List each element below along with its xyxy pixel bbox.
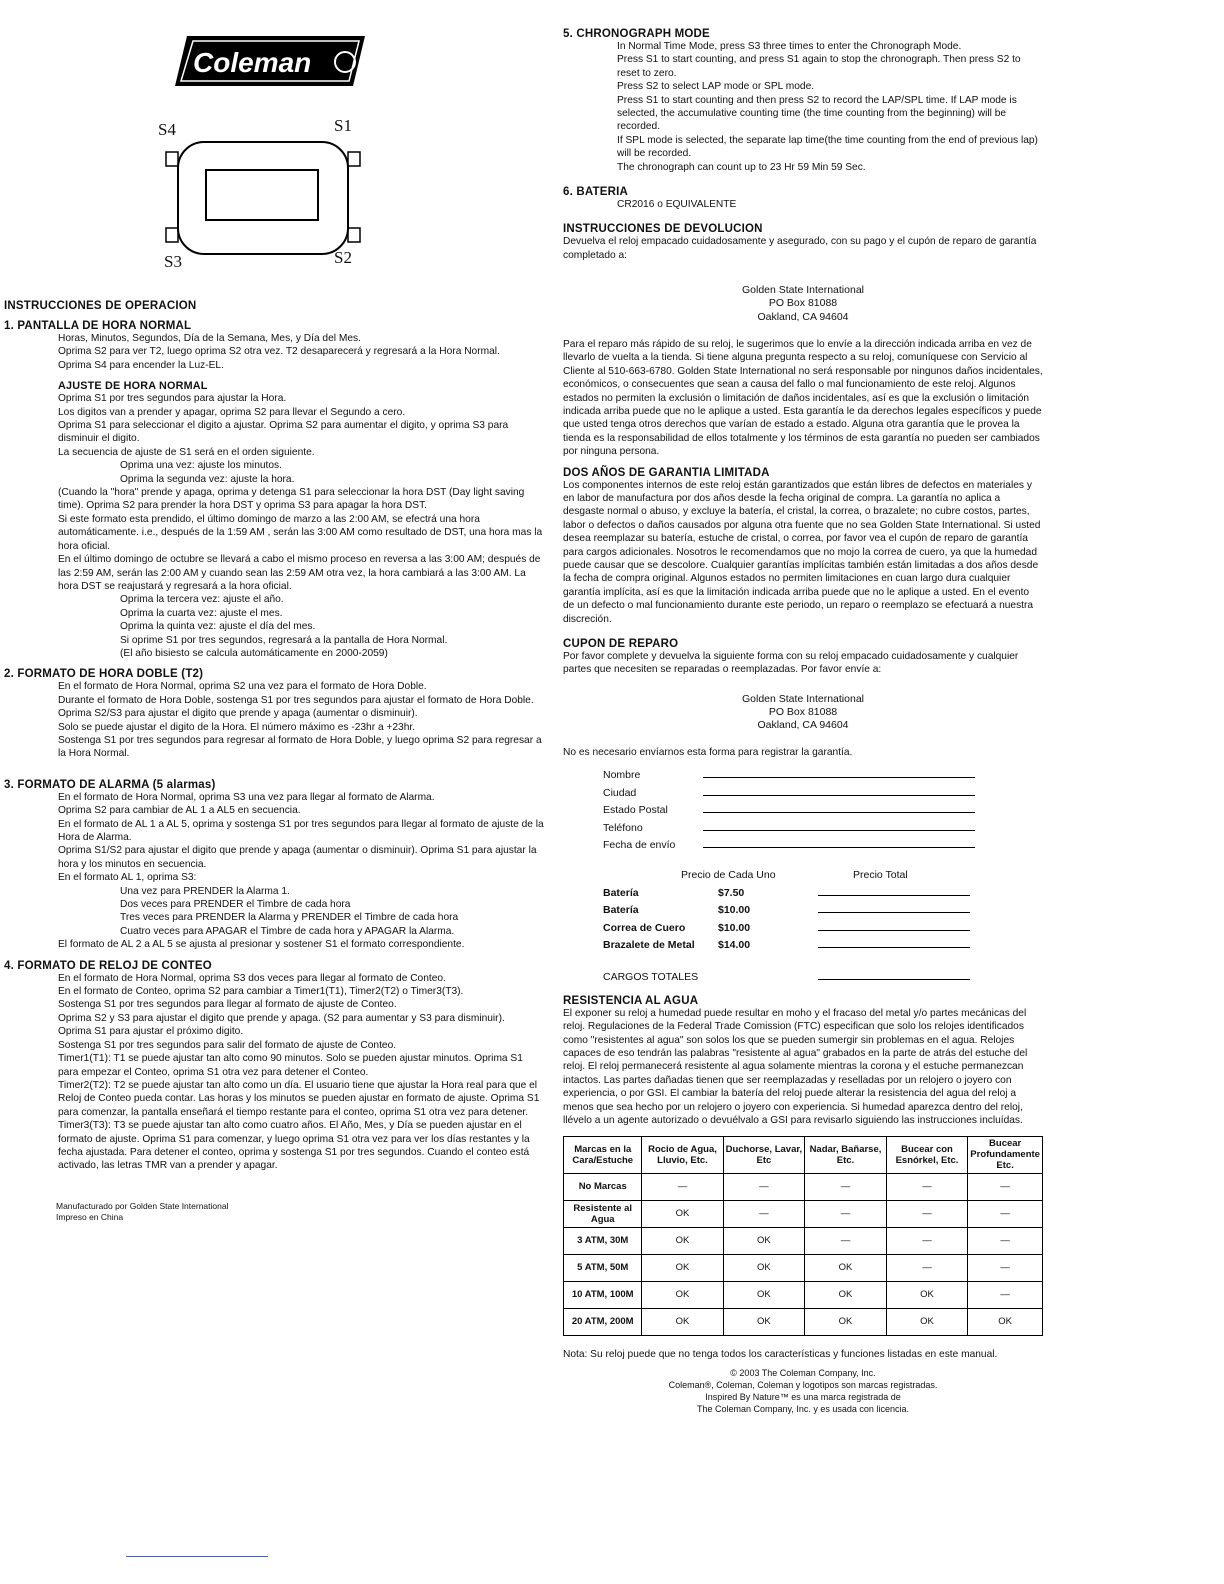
table-cell: 20 ATM, 200M — [564, 1308, 642, 1335]
copyright-line: Coleman®, Coleman, Coleman y logotipos son marcas registradas. — [668, 1379, 938, 1390]
table-cell: OK — [805, 1308, 886, 1335]
battery-text: CR2016 o EQUIVALENTE — [617, 199, 737, 211]
paragraph: Timer2(T2): T2 se puede ajustar tan alto como un día. El usuario tiene que ajustar la Hora real para que el Reloj de Conteo pueda contar. Las horas y los minutos se pueden ajustar en formato de ajuste. Oprima S1 para comenzar, la pantalla enseñará el tiempo restante para el conteo, oprima S1 otra vez para detener. — [58, 1079, 540, 1118]
paragraph: En el formato de Conteo, oprima S2 para cambiar a Timer1(T1), Timer2(T2) o Timer3(T3). — [58, 986, 464, 998]
paragraph: En el formato de Hora Normal, oprima S3 dos veces para llegar al formato de Conteo. — [58, 972, 446, 984]
paragraph: Solo se puede ajustar el digito de la Hora. El número máximo es -23hr a +23hr. — [58, 721, 416, 733]
table-cell: — — [723, 1173, 805, 1200]
logo-text: Coleman — [193, 47, 312, 78]
coupon-paragraph: Por favor complete y devuelva la siguiente forma con su reloj empacado cuidadosamente y cualquier partes que necesiten se reparadas o reemplazadas. Por favor envíe a: — [563, 651, 1019, 676]
section3-title: 3. FORMATO DE ALARMA (5 alarmas) — [4, 778, 216, 791]
table-cell: — — [886, 1227, 968, 1254]
manufacturer-text: Manufacturado por Golden State International — [56, 1200, 229, 1211]
table-row — [564, 1254, 1043, 1281]
form-row-date — [563, 834, 1043, 852]
paragraph: Dos veces para PRENDER el Timbre de cada hora — [120, 899, 351, 911]
price-header-unit: Precio de Cada Uno — [681, 869, 776, 882]
no-need-text: No es necesario envíarnos esta forma para registrar la garantía. — [563, 747, 853, 759]
paragraph: En el formato de AL 1 a AL 5, oprima y sostenga S1 por tres segundos para llegar al formato de ajuste de la Hora de Alarma. — [58, 818, 544, 843]
section2-title: 2. FORMATO DE HORA DOBLE (T2) — [4, 668, 204, 681]
operation-title: INSTRUCCIONES DE OPERACION — [4, 300, 197, 312]
right-column — [563, 28, 1043, 1415]
state-field[interactable] — [703, 812, 975, 813]
paragraph: Oprima S1 para ajustar el próximo digito. — [58, 1026, 244, 1038]
paragraph: Durante el formato de Hora Doble, sostenga S1 por tres segundos para ajustar el formato de Hora Doble. — [58, 694, 534, 706]
paragraph: Press S1 to start counting, and press S1 again to stop the chronograph. Then press S2 to reset to zero. — [617, 54, 1021, 79]
paragraph: Press S1 to start counting and then press S2 to record the LAP/SPL time. If LAP mode is selected, the accumulative counting time (the time counting from the beginning) will be recorded. — [617, 94, 1017, 133]
price-item: Batería — [603, 904, 639, 917]
paragraph: Oprima S2 y S3 para ajustar el digito que prende y apaga. (S2 para aumentar y S3 para disminuir). — [58, 1012, 505, 1024]
paragraph: Oprima la quinta vez: ajuste el día del mes. — [120, 621, 316, 633]
address-1 — [563, 284, 1043, 324]
paragraph: If SPL mode is selected, the separate lap time(the time counting from the end of previous lap) will be recorded. — [617, 134, 1038, 160]
table-cell: — — [886, 1173, 968, 1200]
label-s4: S4 — [158, 120, 176, 139]
price-row — [563, 934, 1043, 952]
paragraph: Oprima S4 para encender la Luz-EL. — [58, 359, 224, 371]
table-header: Rocio de Agua, Lluvio, Etc. — [642, 1136, 723, 1173]
adjust-sequence-2 — [4, 593, 544, 660]
section4-title: 4. FORMATO DE RELOJ DE CONTEO — [4, 959, 212, 972]
table-cell: OK — [805, 1281, 886, 1308]
table-cell: OK — [642, 1308, 723, 1335]
table-row — [564, 1200, 1043, 1227]
paragraph: Oprima S1 para seleccionar el digito a ajustar. Oprima S2 para aumentar el digito, y oprima S3 para disminuir el digito. — [58, 420, 509, 445]
footer-link-line[interactable] — [126, 1556, 268, 1557]
price-value: $14.00 — [718, 939, 751, 952]
table-header-row — [564, 1136, 1043, 1173]
table-cell: — — [968, 1200, 1043, 1227]
table-cell: OK — [642, 1281, 723, 1308]
table-cell: OK — [886, 1281, 968, 1308]
form-label: Teléfono — [603, 821, 643, 834]
paragraph: Oprima S1 por tres segundos para ajustar la Hora. — [58, 393, 287, 405]
table-header: Bucear Profundamente Etc. — [968, 1136, 1043, 1173]
price-row — [563, 881, 1043, 899]
label-s3: S3 — [164, 252, 182, 271]
paragraph: Oprima S2 para ver T2, luego oprima S2 otra vez. T2 desaparecerá y regresará a la Hora Normal. — [58, 346, 500, 358]
table-cell: — — [805, 1173, 886, 1200]
copyright-line: The Coleman Company, Inc. y es usada con licencia. — [697, 1403, 909, 1414]
section5-title: 5. CHRONOGRAPH MODE — [563, 28, 710, 40]
repair-form — [563, 764, 1043, 852]
table-cell: — — [805, 1227, 886, 1254]
table-cell: OK — [723, 1308, 805, 1335]
table-cell: 3 ATM, 30M — [564, 1227, 642, 1254]
paragraph: Oprima una vez: ajuste los minutos. — [120, 460, 282, 472]
manufacturer-note — [4, 1201, 544, 1223]
coupon-title: CUPON DE REPARO — [563, 638, 679, 651]
paragraph: Oprima S1/S2 para ajustar el digito que prende y apaga (aumentar o disminuir). Oprima S1 para ajustar la hora y los minutos en secuencia. — [58, 845, 537, 870]
table-cell: OK — [642, 1200, 723, 1227]
table-cell: 10 ATM, 100M — [564, 1281, 642, 1308]
paragraph: Sostenga S1 por tres segundos para regresar al formato de Hora Doble, y luego oprima S2 para regresar a la Hora Normal. — [58, 734, 542, 760]
paragraph: Si este formato esta prendido, el último domingo de marzo a las 2:00 AM, se efectrá una hora automáticamente. i.e., después de la 1:59 AM , serán las 3:00 AM como resultado de DST, una hora mas la hora oficial. — [58, 513, 543, 552]
form-label: Nombre — [603, 769, 641, 782]
paragraph: Los digitos van a prender y apagar, oprima S2 para llevar el Segundo a cero. — [58, 406, 406, 418]
section6-body — [563, 198, 1043, 211]
table-cell: 5 ATM, 50M — [564, 1254, 642, 1281]
address-2 — [563, 693, 1043, 733]
paragraph: Oprima S2 para cambiar de AL 1 a AL5 en secuencia. — [58, 805, 301, 817]
section1-body — [4, 332, 544, 372]
paragraph: Oprima la tercera vez: ajuste el año. — [120, 594, 284, 606]
return-title: INSTRUCCIONES DE DEVOLUCION — [563, 223, 763, 236]
table-cell: — — [805, 1200, 886, 1227]
table-cell: — — [968, 1254, 1043, 1281]
copyright-line: Inspired By Nature™ es una marca registrada de — [705, 1391, 901, 1402]
address-line: PO Box 81088 — [768, 297, 838, 310]
price-header — [563, 869, 1043, 881]
paragraph: (El año bisiesto se calcula automáticamente en 2000-2059) — [120, 647, 388, 659]
address-line: Golden State International — [741, 692, 864, 705]
form-row-state — [563, 799, 1043, 817]
watch-diagram — [148, 112, 370, 272]
section6-title: 6. BATERIA — [563, 186, 629, 199]
paragraph: (Cuando la "hora" prende y apaga, oprima y detenga S1 para seleccionar la hora DST (Day light saving time). Oprima S2 para prender la hora DST y oprima S3 para apagar la hora DST. — [58, 487, 525, 512]
table-cell: OK — [723, 1254, 805, 1281]
section3-footer — [4, 938, 544, 951]
price-value: $10.00 — [718, 921, 751, 934]
address-line: Oakland, CA 94604 — [757, 719, 849, 732]
price-row — [563, 899, 1043, 917]
table-cell: OK — [805, 1254, 886, 1281]
printed-text: Impreso en China — [56, 1211, 124, 1222]
form-label: Estado Postal — [603, 804, 668, 817]
adjust-title: AJUSTE DE HORA NORMAL — [58, 380, 208, 393]
table-row — [564, 1173, 1043, 1200]
table-cell: — — [642, 1173, 723, 1200]
address-line: Oakland, CA 94604 — [757, 310, 849, 323]
address-line: Golden State International — [741, 284, 864, 297]
section3-body — [4, 791, 544, 885]
paragraph: Tres veces para PRENDER la Alarma y PRENDER el Timbre de cada hora — [120, 912, 459, 924]
form-row-city — [563, 781, 1043, 799]
paragraph: En el último domingo de octubre se llevará a cabo el mismo proceso en reversa a las 3:00 AM; después de las 2:59 AM, serán las 2:00 AM y cuando sean las 2:59 AM otra vez, la hora cambiará a las 3:00 AM. La hora DST se reajustará y regresará a la hora oficial. — [58, 554, 541, 592]
table-header: Bucear con Esnórkel, Etc. — [886, 1136, 968, 1173]
note-text: Nota: Su reloj puede que no tenga todos los características y funciones listadas en este manual. — [563, 1348, 998, 1360]
total-field[interactable] — [818, 947, 970, 948]
coleman-logo — [173, 32, 368, 90]
water-title: RESISTENCIA AL AGUA — [563, 994, 699, 1007]
form-row-phone — [563, 816, 1043, 834]
adjust-dst — [4, 486, 544, 593]
paragraph: Oprima la cuarta vez: ajuste el mes. — [120, 607, 283, 619]
city-field[interactable] — [703, 795, 975, 796]
total-field[interactable] — [818, 895, 970, 896]
section2-body — [4, 680, 544, 760]
return-paragraph: Para el reparo más rápido de su reloj, le sugerimos que lo envíe a la dirección indicada arriba en vez de llevarlo de vuelta a la tienda. Si tiene alguna pregunta respecto a su reloj, comuníquese con Servicio al Cliente al 510-663-6780. Golden State International no será responsable por ningunos daños incidentales, económicos, o consecuentes que sean a causa del fallo o mal funcionamiento de este reloj. Algunos estados no permiten la exclusión o limitación de daños incidentales, así es que la exclusión o limitación indicada arriba puede que no le aplique a usted. Esta garantía le da derechos legales específicos y puede que usted tenga otros derechos que varían de estado a estado. Alguna otra garantía que le provea la tienda es la responsabilidad de ellos totalmente y los términos de esta garantía no pueden ser cambiados por ninguna persona. — [563, 338, 1043, 458]
table-cell: — — [968, 1173, 1043, 1200]
table-header: Marcas en la Cara/Estuche — [564, 1136, 642, 1173]
table-cell: OK — [723, 1281, 805, 1308]
section1-title: 1. PANTALLA DE HORA NORMAL — [4, 320, 192, 332]
table-cell: — — [968, 1227, 1043, 1254]
paragraph: Si oprime S1 por tres segundos, regresará a la pantalla de Hora Normal. — [120, 634, 448, 646]
price-item: Batería — [603, 886, 639, 899]
table-cell: — — [968, 1281, 1043, 1308]
paragraph: The chronograph can count up to 23 Hr 59 Min 59 Sec. — [617, 161, 866, 173]
price-item: Brazalete de Metal — [603, 939, 695, 952]
paragraph: Horas, Minutos, Segundos, Día de la Semana, Mes, y Día del Mes. — [58, 333, 361, 344]
paragraph: Timer1(T1): T1 se puede ajustar tan alto como 90 minutos. Solo se pueden ajustar minutos. Oprima S1 para empezar el Conteo, oprima S1 otra vez para detener el Conteo. — [58, 1053, 523, 1078]
adjust-sequence-1 — [4, 459, 544, 486]
table-header: Duchorse, Lavar, Etc — [723, 1136, 805, 1173]
adjust-section — [4, 380, 544, 459]
total-row — [563, 965, 1043, 983]
table-cell: No Marcas — [564, 1173, 642, 1200]
address-line: PO Box 81088 — [768, 706, 838, 719]
table-row — [564, 1308, 1043, 1335]
price-list — [563, 881, 1043, 951]
paragraph: Oprima S2/S3 para ajustar el digito que prende y apaga (aumentar o disminuir). — [58, 708, 418, 720]
table-row — [564, 1281, 1043, 1308]
date-field[interactable] — [703, 847, 975, 848]
form-label: Ciudad — [603, 786, 637, 799]
paragraph: En el formato de Hora Normal, oprima S2 una vez para el formato de Hora Doble. — [58, 681, 427, 693]
left-column — [4, 300, 544, 1223]
price-item: Correa de Cuero — [603, 921, 686, 934]
table-cell: OK — [642, 1227, 723, 1254]
table-cell: — — [886, 1254, 968, 1281]
section5-body — [563, 40, 1043, 174]
water-resistance-table — [563, 1136, 1043, 1336]
return-text: Devuelva el reloj empacado cuidadosamente y asegurado, con su pago y el cupón de reparo de garantía completado a: — [563, 236, 1037, 261]
paragraph: Sostenga S1 por tres segundos para salir del formato de ajuste de Conteo. — [58, 1039, 397, 1051]
paragraph: Cuatro veces para APAGAR el Timbre de cada hora y APAGAR la Alarma. — [120, 925, 455, 937]
copyright-block — [563, 1367, 1043, 1415]
paragraph: Press S2 to select LAP mode or SPL mode. — [617, 81, 815, 93]
paragraph: En el formato AL 1, oprima S3: — [58, 872, 197, 884]
paragraph: En el formato de Hora Normal, oprima S3 una vez para llegar al formato de Alarma. — [58, 791, 435, 803]
paragraph: La secuencia de ajuste de S1 será en el orden siguiente. — [58, 446, 315, 458]
warranty-title: DOS AÑOS DE GARANTIA LIMITADA — [563, 466, 770, 479]
paragraph: In Normal Time Mode, press S3 three times to enter the Chronograph Mode. — [617, 41, 962, 52]
copyright-line: © 2003 The Coleman Company, Inc. — [730, 1367, 876, 1378]
price-value: $10.00 — [718, 904, 751, 917]
label-s1: S1 — [334, 116, 352, 135]
grand-total-field[interactable] — [818, 979, 970, 980]
paragraph: El formato de AL 2 a AL 5 se ajusta al presionar y sostener S1 el formato correspondiente. — [58, 939, 465, 951]
price-header-total: Precio Total — [853, 869, 908, 882]
table-cell: OK — [642, 1254, 723, 1281]
water-paragraph: El exponer su reloj a humedad puede resultar en moho y el fracaso del metal y/o partes mecánicas del reloj. Regulaciones de la Federal Trade Comission (FTC) especifican que solo los relojes identificados como "resistentes al agua" son solos los que se pueden sumergir sin problemas en el agua. Relojes capaces de eso tendrán las palabras "resistente al agua" grabados en la parte de atrás del estuche del reloj. El reloj permanecerá resistente al agua solamente mientras la corona y el estuche permanezcan intactos. Las partes dañadas tienen que ser reemplazadas y reselladas por un relojero o joyero con experiencia, o por GSI. El cambiar la batería del reloj puede alterar la resistencia del agua del reloj a menos que sea hecho por un relojero o joyero con experiencia. Si humedad aparezca dentro del reloj, llévelo a un agente autorizado o devuélvalo a GSI para revisarlo siguiendo las instrucciones incluídas. — [563, 1007, 1028, 1127]
total-field[interactable] — [818, 930, 970, 931]
warranty-paragraph: Los componentes internos de este reloj están garantizados que están libres de defectos en materiales y en labor de manufactura por dos años desde la fecha original de compra. La garantía no aplica a desgaste normal o abuso, y excluye la batería, el cristal, la correa, o brazalete; no cubre costos, partes, labor o defectos o daños causados por alguna otra fuente que no sea Golden State International. Si usted desea reemplazar su batería, estuche de cristal, o correa, por favor vea el cupón de reparo de garantía para cargos adicionales. Nosotros le recomendamos que no mojo la correa de cuero, ya que la humedad puede causar que se descolore. Cualquier garantías implícitas también están limitadas a dos años desde la fecha de compra original. Algunos estados no permiten limitaciones en cuan largo dura cualquier garantía implícita, así es que la limitación indicada arriba puede que no le aplique a usted. En el evento de un defecto o mal funcionamiento durante este periodo, un reparo o reemplazo se efectuará a nuestra discreción. — [563, 479, 1041, 625]
table-header: Nadar, Bañarse, Etc. — [805, 1136, 886, 1173]
paragraph: Timer3(T3): T3 se puede ajustar tan alto como cuatro años. El Año, Mes, y Día se pueden ajustar en el formato de ajuste. Oprima S1 para comenzar, y luego oprima S1 otra vez para ver los días restantes y la fecha ajustada. Para detener el conteo, oprima y sostenga S1 por tres segundos. Cuando el conteo está activado, las letras TMR van a prender y apagar. — [58, 1120, 530, 1172]
section3-sequence — [4, 885, 544, 939]
paragraph: Oprima la segunda vez: ajuste la hora. — [120, 473, 295, 485]
paragraph: Una vez para PRENDER la Alarma 1. — [120, 885, 290, 897]
table-row — [564, 1227, 1043, 1254]
table-cell: — — [886, 1200, 968, 1227]
table-cell: OK — [968, 1308, 1043, 1335]
form-row-name — [563, 764, 1043, 782]
table-cell: — — [723, 1200, 805, 1227]
table-cell: OK — [886, 1308, 968, 1335]
name-field[interactable] — [703, 777, 975, 778]
paragraph: Sostenga S1 por tres segundos para llegar al formato de ajuste de Conteo. — [58, 999, 397, 1011]
table-cell: Resistente al Agua — [564, 1200, 642, 1227]
section4-body — [4, 972, 544, 1173]
price-value: $7.50 — [718, 886, 745, 899]
total-label: CARGOS TOTALES — [603, 970, 699, 983]
total-field[interactable] — [818, 912, 970, 913]
phone-field[interactable] — [703, 830, 975, 831]
table-cell: OK — [723, 1227, 805, 1254]
price-row — [563, 916, 1043, 934]
form-label: Fecha de envío — [603, 839, 676, 852]
label-s2: S2 — [334, 248, 352, 267]
